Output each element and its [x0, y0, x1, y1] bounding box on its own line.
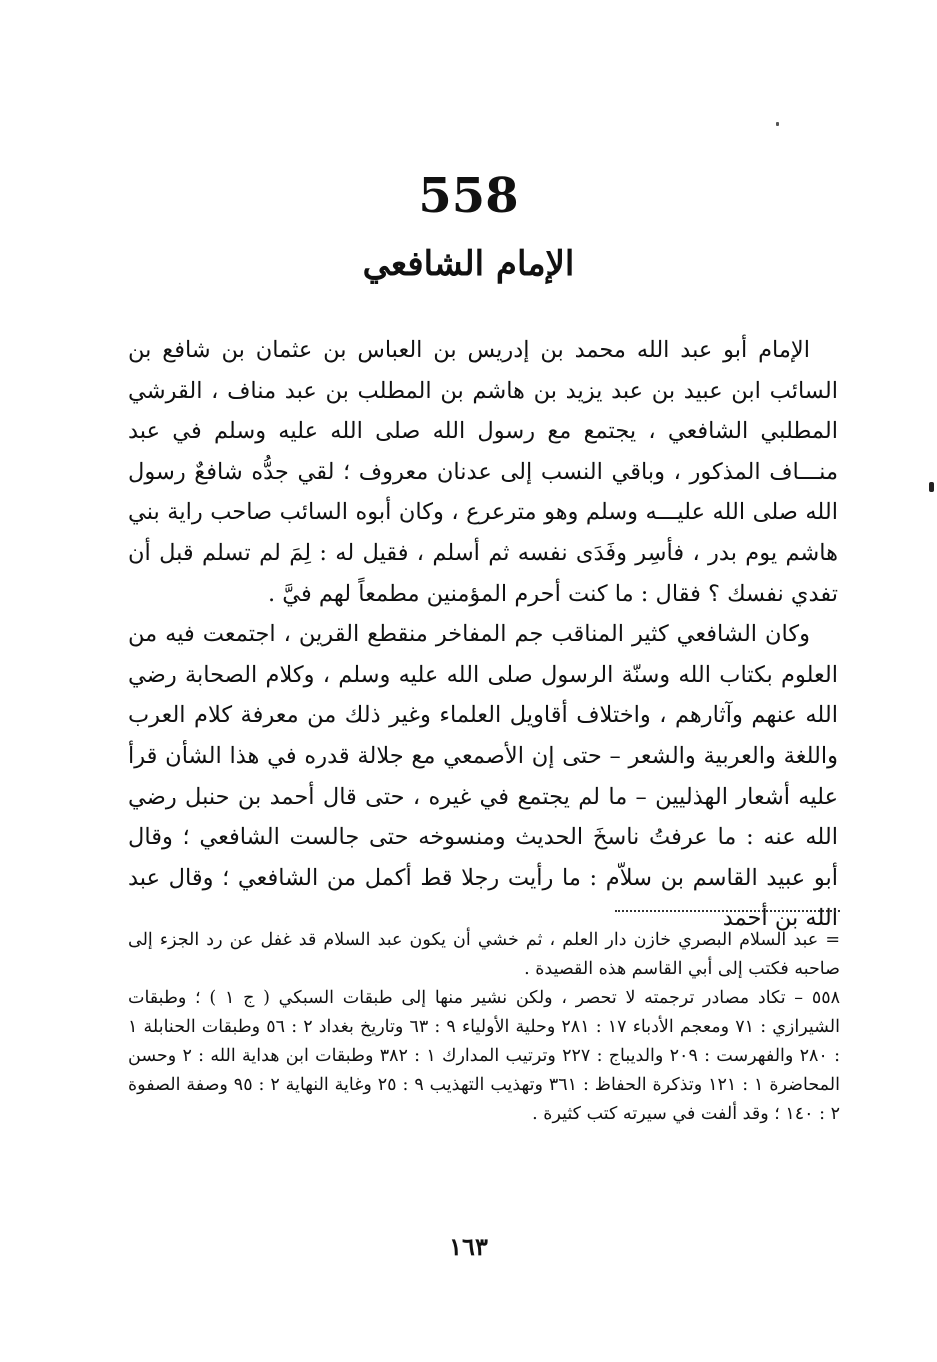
body-text: [128, 330, 838, 939]
body-paragraph: وكان الشافعي كثير المناقب جم المفاخر منقطع القرين ، اجتمعت فيه من العلوم بكتاب الله وسنّة الرسول صلى الله عليه وسلم ، وكلام الصحابة رضي الله عنهم وآثارهم ، واختلاف أقاويل العلماء وغير ذلك من معرفة كلام العرب واللغة والعربية والشعر – حتى إن الأصمعي مع جلالة قدره في هذا الشأن قرأ عليه أشعار الهذليين – ما لم يجتمع في غيره ، حتى قال أحمد بن حنبل رضي الله عنه : ما عرفتُ ناسخَ الحديث ومنسوخه حتى جالست الشافعي ؛ وقال أبو عبيد القاسم بن سلاّم : ما رأيت رجلا قط أكمل من الشافعي ؛ وقال عبد الله بن أحمد: [128, 621, 838, 932]
footnote-continuation: = عبد السلام البصري خازن دار العلم ، ثم خشي أن يكون عبد السلام قد غفل عن رد الجزء إلى صاحبه فكتب إلى أبي القاسم هذه القصيدة .: [128, 930, 840, 979]
footnote-sources: ٥٥٨ – تكاد مصادر ترجمته لا تحصر ، ولكن نشير منها إلى طبقات السبكي ( ج ١ ) ؛ وطبقات الشيرازي : ٧١ ومعجم الأدباء ١٧ : ٢٨١ وحلية الأولياء ٩ : ٦٣ وتاريخ بغداد ٢ : ٥٦ وطبقات الحنابلة ١ : ٢٨٠ والفهرست : ٢٠٩ والديباج : ٢٢٧ وترتيب المدارك ١ : ٣٨٢ وطبقات ابن هداية الله : ٢ وحسن المحاضرة ١ : ١٢١ وتذكرة الحفاظ : ٣٦١ وتهذيب التهذيب ٩ : ٢٥ وغاية النهاية ٢ : ٩٥ وصفة الصفوة ٢ : ١٤٠ ؛ وقد ألفت في سيرته كتب كثيرة .: [128, 988, 841, 1124]
scan-speck: [776, 122, 779, 126]
page-number: ١٦٣: [449, 1232, 488, 1261]
footnote-divider: [615, 910, 840, 912]
entry-number: 558: [418, 168, 519, 224]
scan-edge-mark: [929, 482, 934, 492]
entry-title: الإمام الشافعي: [362, 244, 575, 284]
body-paragraph: الإمام أبو عبد الله محمد بن إدريس بن العباس بن عثمان بن شافع بن السائب ابن عبيد بن عبد يزيد بن هاشم بن المطلب بن عبد مناف ، القرشي المطلبي الشافعي ، يجتمع مع رسول الله صلى الله عليه وسلم في عبد منـــاف المذكور ، وباقي النسب إلى عدنان معروف ؛ لقي جدُّه شافعٌ رسول الله صلى الله عليـــه وسلم وهو مترعرع ، وكان أبوه السائب صاحب راية بني هاشم يوم بدر ، فأسِر وفَدَى نفسه ثم أسلم ، فقيل له : لِمَ لم تسلم قبل أن تفدي نفسك ؟ فقال : ما كنت أحرم المؤمنين مطمعاً لهم فيَّ .: [128, 337, 838, 607]
footnotes: [128, 926, 840, 1129]
